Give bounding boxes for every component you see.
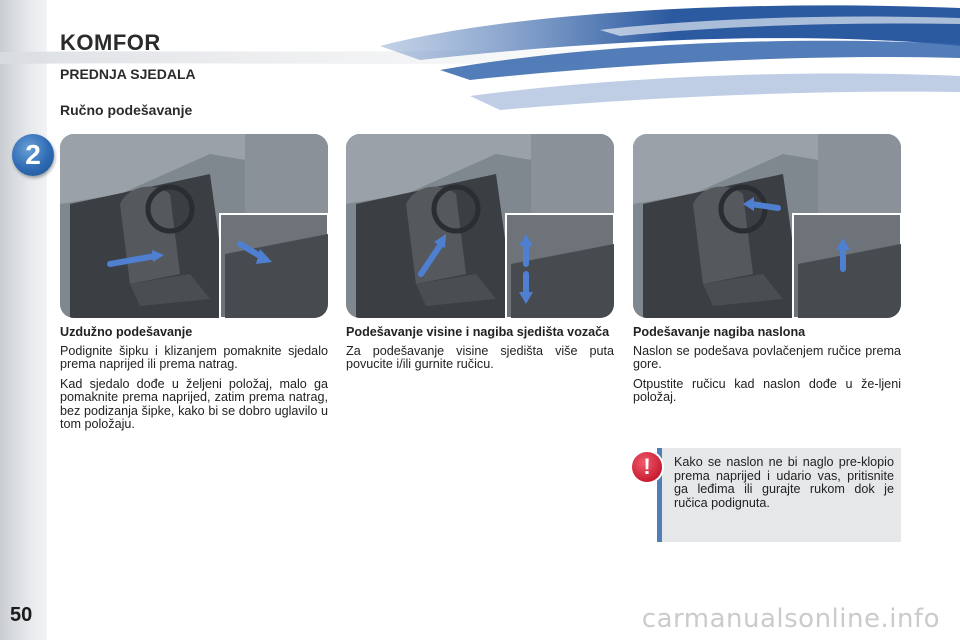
column-height-tilt (346, 326, 614, 378)
column-backrest (633, 326, 901, 411)
header-title: KOMFOR (60, 30, 161, 55)
column-heading: Podešavanje nagiba naslona (633, 325, 806, 339)
watermark: carmanualsonline.info (641, 604, 940, 634)
seat-illustration-height-tilt (346, 134, 614, 318)
column-paragraph: Za podešavanje visine sjedišta više puta povucite i/ili gurnite ručicu. (346, 343, 614, 371)
column-paragraph: Kad sjedalo dođe u željeni položaj, malo ga pomaknite prema naprijed, zatim prema natrag, bez podizanja šipke, kako bi se dobro uglavilo u tom položaju. (60, 376, 328, 431)
warning-icon: ! (632, 452, 662, 482)
seat-illustration-backrest (633, 134, 901, 318)
column-paragraph: Naslon se podešava povlačenjem ručice prema gore. (633, 343, 901, 371)
warning-text: Kako se naslon ne bi naglo pre-klopio prema naprijed i udario vas, pritisnite ga leđima ili gurajte rukom dok je ručica podignuta. (674, 455, 894, 510)
column-paragraph: Podignite šipku i klizanjem pomaknite sjedalo prema naprijed ili prema natrag. (60, 343, 328, 371)
header-band (0, 0, 960, 118)
column-heading: Podešavanje visine i nagiba sjedišta vozača (346, 325, 610, 339)
column-paragraph: Otpustite ručicu kad naslon dođe u že-ljeni položaj. (633, 376, 901, 404)
page-number: 50 (10, 604, 33, 626)
seat-illustration-longitudinal (60, 134, 328, 318)
column-heading: Uzdužno podešavanje (60, 325, 193, 339)
chapter-badge: 2 (12, 134, 54, 176)
sub-title: Ručno podešavanje (60, 102, 193, 118)
column-longitudinal (60, 326, 328, 438)
section-title: PREDNJA SJEDALA (60, 66, 196, 82)
